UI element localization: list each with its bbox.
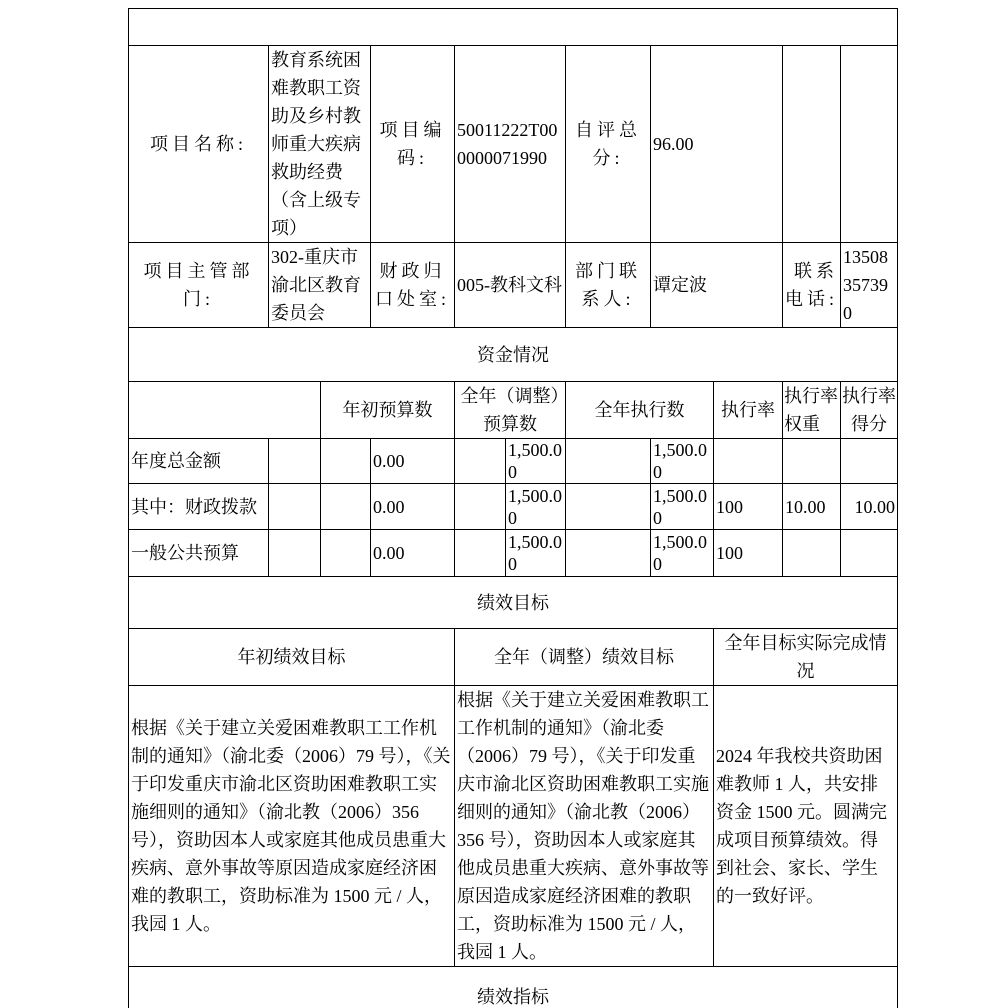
performance-evaluation-table (128, 8, 898, 1008)
adjusted-budget-value: 1,500.00 (506, 530, 566, 577)
empty-cell (783, 46, 841, 243)
empty-cell (455, 484, 506, 530)
goals-col-initial: 年初绩效目标 (129, 629, 455, 686)
contact-value: 谭定波 (651, 243, 783, 328)
empty-cell (321, 439, 371, 484)
empty-cell (269, 439, 321, 484)
rate-score-value (841, 530, 898, 577)
initial-budget-value: 0.00 (371, 484, 455, 530)
self-score-value: 96.00 (651, 46, 783, 243)
empty-cell (455, 439, 506, 484)
funding-col-executed: 全年执行数 (566, 382, 714, 439)
funding-row-label: 其中：财政拨款 (129, 484, 269, 530)
goals-section-title: 绩效目标 (129, 577, 898, 629)
empty-cell (269, 484, 321, 530)
goals-content-row (129, 686, 898, 967)
project-name-label: 项目名称: (129, 46, 269, 243)
empty-cell (566, 439, 651, 484)
initial-goal-text: 根据《关于建立关爱困难教职工工作机制的通知》（渝北委（2006）79 号），《关于印发重庆市渝北区资助困难教职工实施细则的通知》（渝北教（2006）356 号），资助因本人或家庭其他成员患重大疾病、意外事故等原因造成家庭经济困难的教职工，资助标准为 1500 元 / 人，我园 1 人。 (129, 686, 455, 967)
phone-value: 13508357390 (841, 243, 898, 328)
funding-row-fiscal (129, 484, 898, 530)
execution-rate-value: 100 (714, 530, 783, 577)
phone-label: 联系电话: (783, 243, 841, 328)
indicators-section-title: 绩效指标 (129, 967, 898, 1008)
execution-rate-value (714, 439, 783, 484)
empty-cell (129, 9, 898, 46)
project-code-value: 50011222T000000071990 (455, 46, 566, 243)
funding-header-row (129, 382, 898, 439)
adjusted-budget-value: 1,500.00 (506, 484, 566, 530)
adjusted-goal-text: 根据《关于建立关爱困难教职工工作机制的通知》（渝北委（2006）79 号），《关于印发重庆市渝北区资助困难教职工实施细则的通知》（渝北教（2006）356 号），资助因本人或家庭其他成员患重大疾病、意外事故等原因造成家庭经济困难的教职工，资助标准为 1500 元 / 人，我园 1 人。 (455, 686, 714, 967)
empty-cell (129, 382, 321, 439)
indicators-section-row (129, 967, 898, 1008)
rate-weight-value (783, 530, 841, 577)
completion-text: 2024 年我校共资助困难教师 1 人，共安排资金 1500 元。圆满完成项目预算绩效。得到社会、家长、学生的一致好评。 (714, 686, 898, 967)
office-value: 005-教科文科 (455, 243, 566, 328)
dept-value: 302-重庆市渝北区教育委员会 (269, 243, 371, 328)
empty-cell (841, 46, 898, 243)
goals-section-row (129, 577, 898, 629)
initial-budget-value: 0.00 (371, 439, 455, 484)
executed-value: 1,500.00 (651, 439, 714, 484)
goals-col-adjusted: 全年（调整）绩效目标 (455, 629, 714, 686)
goals-col-completion: 全年目标实际完成情况 (714, 629, 898, 686)
funding-section-title: 资金情况 (129, 328, 898, 382)
project-name-value: 教育系统困难教职工资助及乡村教师重大疾病救助经费（含上级专项） (269, 46, 371, 243)
funding-col-rate-score: 执行率得分 (841, 382, 898, 439)
empty-cell (321, 484, 371, 530)
self-score-label: 自评总分: (566, 46, 651, 243)
empty-cell (321, 530, 371, 577)
funding-row-total (129, 439, 898, 484)
project-code-label: 项目编码: (371, 46, 455, 243)
funding-row-public-budget (129, 530, 898, 577)
funding-row-label: 一般公共预算 (129, 530, 269, 577)
dept-label: 项目主管部门: (129, 243, 269, 328)
funding-section-row (129, 328, 898, 382)
funding-col-adjusted-budget: 全年（调整）预算数 (455, 382, 566, 439)
empty-cell (269, 530, 321, 577)
rate-score-value: 10.00 (841, 484, 898, 530)
rate-weight-value: 10.00 (783, 484, 841, 530)
empty-cell (566, 530, 651, 577)
goals-header-row (129, 629, 898, 686)
rate-weight-value (783, 439, 841, 484)
empty-top-row (129, 9, 898, 46)
executed-value: 1,500.00 (651, 484, 714, 530)
empty-cell (566, 484, 651, 530)
empty-cell (455, 530, 506, 577)
adjusted-budget-value: 1,500.00 (506, 439, 566, 484)
project-info-row-1 (129, 46, 898, 243)
project-info-row-2 (129, 243, 898, 328)
contact-label: 部门联系人: (566, 243, 651, 328)
executed-value: 1,500.00 (651, 530, 714, 577)
execution-rate-value: 100 (714, 484, 783, 530)
rate-score-value (841, 439, 898, 484)
funding-col-execution-rate: 执行率 (714, 382, 783, 439)
funding-row-label: 年度总金额 (129, 439, 269, 484)
funding-col-initial-budget: 年初预算数 (321, 382, 455, 439)
initial-budget-value: 0.00 (371, 530, 455, 577)
office-label: 财政归口处室: (371, 243, 455, 328)
funding-col-rate-weight: 执行率权重 (783, 382, 841, 439)
